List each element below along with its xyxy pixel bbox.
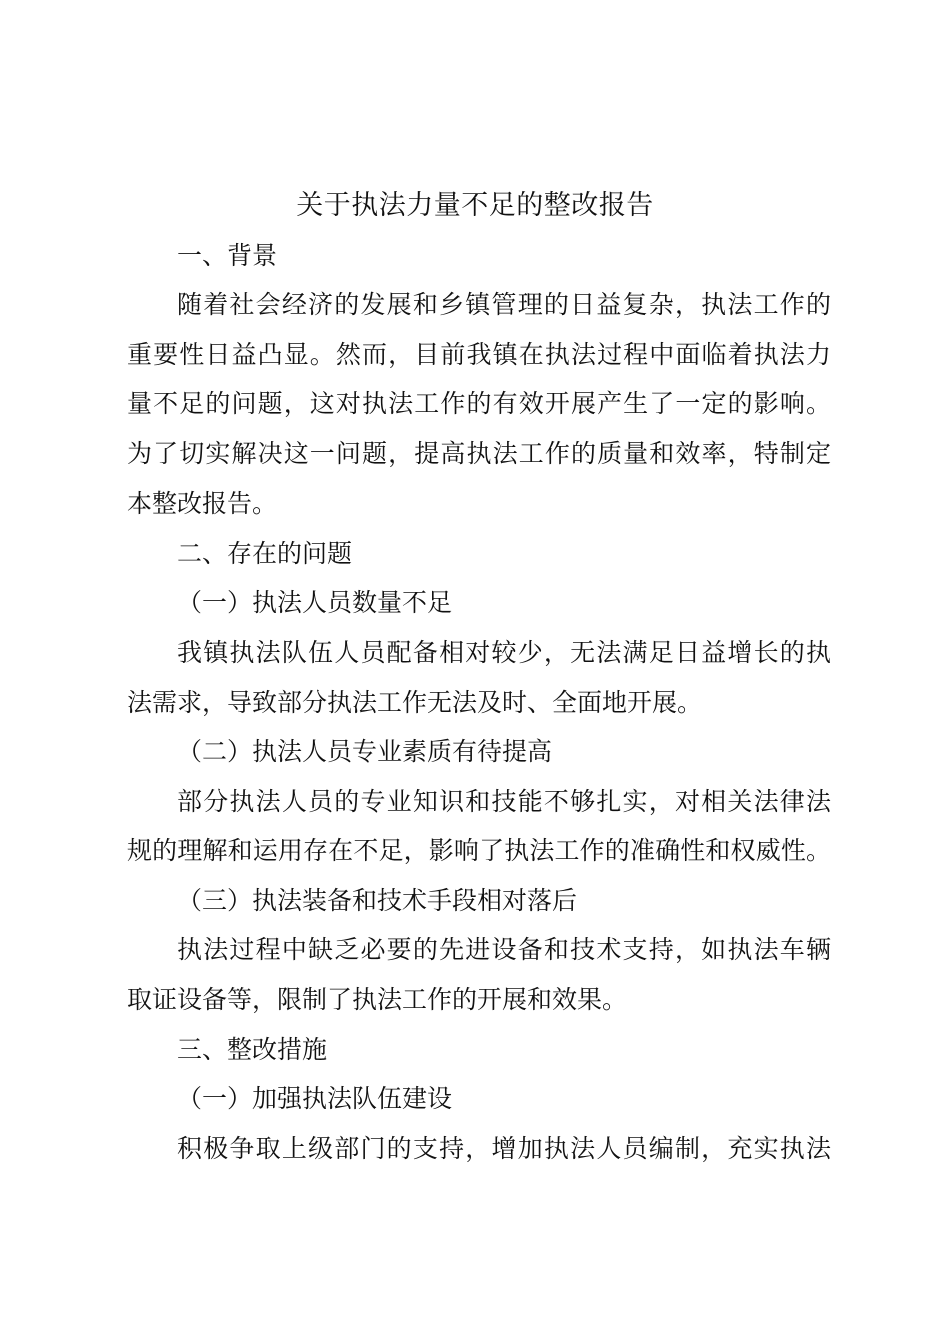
section-heading-problems: 二、存在的问题 bbox=[177, 539, 353, 568]
paragraph-line: 执法过程中缺乏必要的先进设备和技术支持，如执法车辆 bbox=[177, 935, 831, 964]
subheading-team-building: （一）加强执法队伍建设 bbox=[177, 1084, 453, 1113]
subheading-staff-quality: （二）执法人员专业素质有待提高 bbox=[177, 737, 553, 766]
paragraph-line: 重要性日益凸显。然而，目前我镇在执法过程中面临着执法力 bbox=[127, 340, 831, 369]
document-title: 关于执法力量不足的整改报告 bbox=[296, 190, 654, 221]
section-heading-measures: 三、整改措施 bbox=[177, 1035, 328, 1064]
paragraph-line: 量不足的问题，这对执法工作的有效开展产生了一定的影响。 bbox=[127, 389, 831, 418]
paragraph-line: 本整改报告。 bbox=[127, 489, 278, 518]
paragraph-line: 规的理解和运用存在不足，影响了执法工作的准确性和权威性。 bbox=[127, 836, 831, 865]
paragraph-line: 为了切实解决这一问题，提高执法工作的质量和效率，特制定 bbox=[127, 439, 831, 468]
paragraph-line: 法需求，导致部分执法工作无法及时、全面地开展。 bbox=[127, 688, 703, 717]
paragraph-line: 我镇执法队伍人员配备相对较少，无法满足日益增长的执 bbox=[177, 638, 831, 667]
paragraph-line: 取证设备等，限制了执法工作的开展和效果。 bbox=[127, 985, 628, 1014]
paragraph-line: 部分执法人员的专业知识和技能不够扎实，对相关法律法 bbox=[177, 787, 831, 816]
paragraph-line: 积极争取上级部门的支持，增加执法人员编制，充实执法 bbox=[177, 1134, 831, 1163]
section-heading-background: 一、背景 bbox=[177, 241, 278, 270]
subheading-equipment: （三）执法装备和技术手段相对落后 bbox=[177, 886, 578, 915]
paragraph-line: 随着社会经济的发展和乡镇管理的日益复杂，执法工作的 bbox=[177, 290, 831, 319]
subheading-staff-count: （一）执法人员数量不足 bbox=[177, 588, 453, 617]
